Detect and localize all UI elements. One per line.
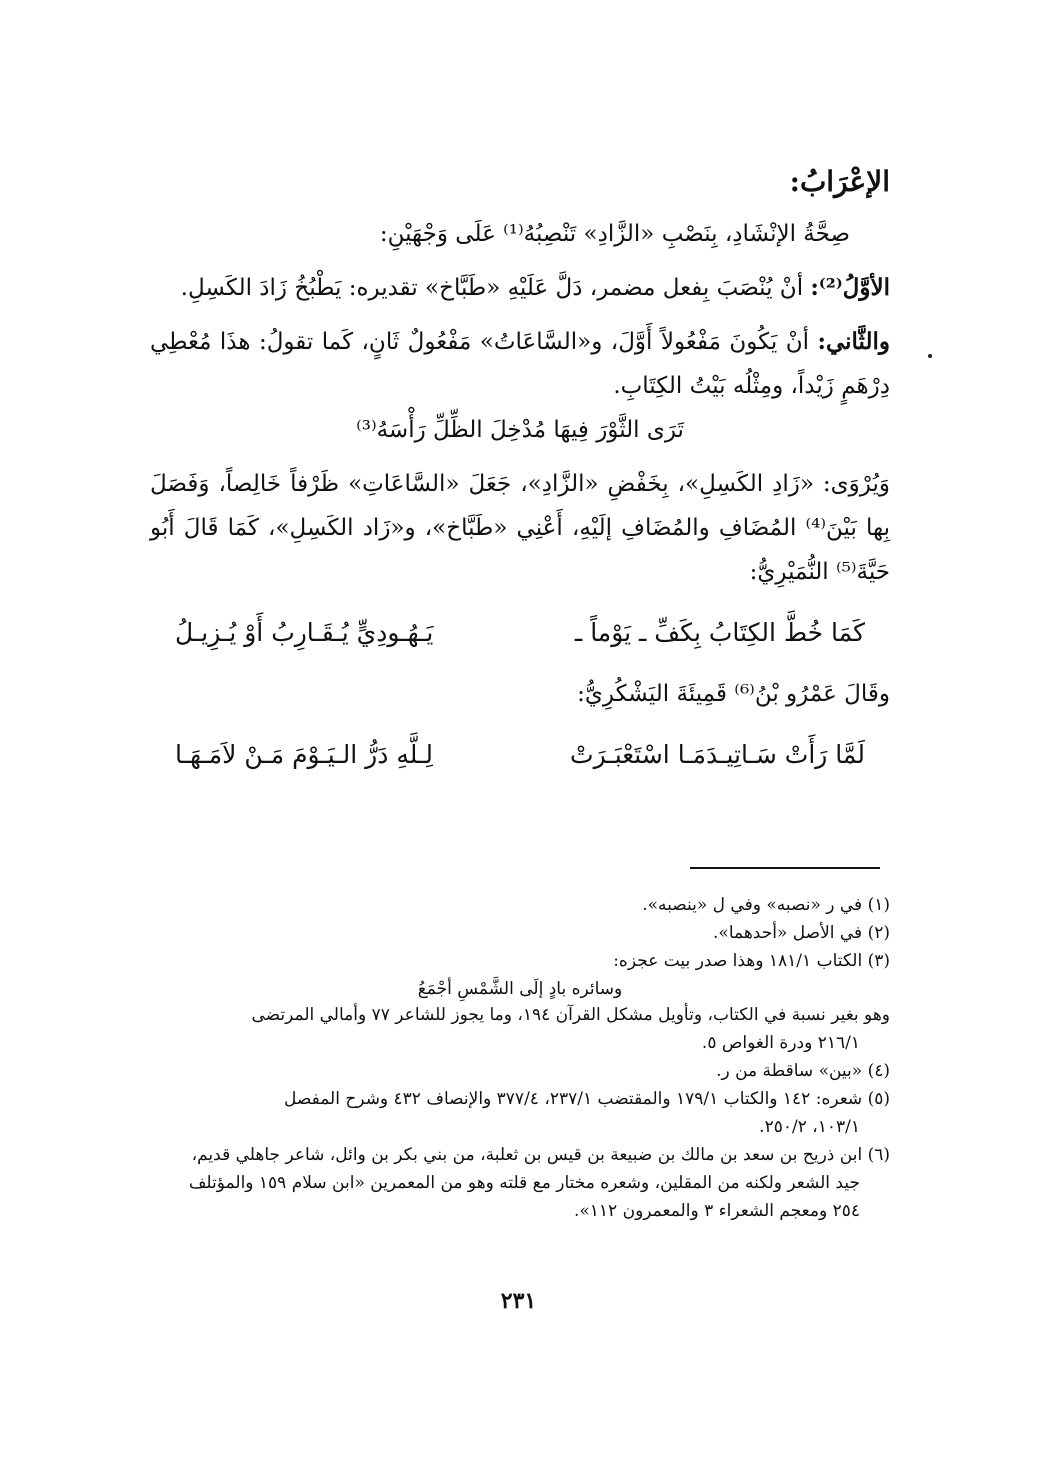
paragraph-1: صِحَّةُ الإنْشَادِ، بِنَصْبِ «الزَّادِ» تَنْصِبُهُ⁽¹⁾ عَلَى وَجْهَيْنِ: xyxy=(379,221,850,247)
paragraph-2-lead: الأوَّلُ⁽²⁾: xyxy=(810,274,890,301)
verse-2-second-hemistich: يَـهُـودِيٍّ يُـقَـارِبُ أَوْ يُـزِيـلُ xyxy=(175,618,434,647)
verse-3 xyxy=(150,730,890,780)
paragraph-2-text: أنْ يُنْصَبَ بِفعل مضمر، دَلَّ عَلَيْهِ «طَبَّاخ» تقديره: يَطْبُخُ زَادَ الكَسِلِ. xyxy=(180,275,811,301)
verse-3-first-hemistich: لَمَّا رَأَتْ سَـاتِيـدَمَـا اسْتَعْبَـرَتْ xyxy=(570,740,865,769)
verse-2-first-hemistich: كَمَا خُطَّ الكِتَابُ بِكَفِّ ـ يَوْماً ـ xyxy=(574,618,865,647)
paragraph-4: وَيُرْوَى: «زَادِ الكَسِلِ»، بِخَفْضِ «الزَّادِ»، جَعَلَ «السَّاعَاتِ» ظَرْفاً خَالِصاً، وَفَصَلَ بِها بَيْنَ⁽⁴⁾ المُضَافِ والمُضَافِ إلَيْهِ، أَعْنِي «طَبَّاخ»، و«زَاد الكَسِلِ»، كَمَا قَالَ أَبُو حَيَّةَ⁽⁵⁾ النُّمَيْرِيُّ: xyxy=(150,471,890,585)
verse-2 xyxy=(150,608,890,658)
footnote-2: (٢) في الأصل «أحدهما». xyxy=(713,923,890,943)
verse-1: تَرَى الثَّوْرَ فِيهَا مُدْخِلَ الظِّلِّ رَأْسَهُ⁽³⁾ xyxy=(356,417,684,443)
paragraph-3-lead: والثَّاني: xyxy=(817,328,890,355)
footnote-3-verse: وسائره بادٍ إلَى الشَّمْسِ أجْمَعُ xyxy=(417,979,623,999)
footnote-6: (٦) ابن ذريح بن سعد بن مالك بن ضبيعة بن قيس بن ثعلبة، من بني بكر بن وائل، شاعر جاهلي قديم، xyxy=(191,1145,890,1165)
stray-mark xyxy=(928,354,932,358)
footnote-6-end: ٢٥٤ ومعجم الشعراء ٣ والمعمرون ١١٢». xyxy=(573,1201,860,1221)
paragraph-2 xyxy=(150,266,890,310)
footnote-5: (٥) شعره: ١٤٢ والكتاب ١٧٩/١ والمقتضب ٢٣٧/١، ٣٧٧/٤ والإنصاف ٤٣٢ وشرح المفصل xyxy=(283,1089,890,1109)
page-number: ٢٣١ xyxy=(500,1288,537,1314)
section-heading: الإعْرَابُ: xyxy=(789,165,890,198)
footnotes xyxy=(150,892,890,1226)
paragraph-5: وقَالَ عَمْرُو بْنُ⁽⁶⁾ قَمِيئَةَ اليَشْكُرِيُّ: xyxy=(577,681,890,707)
footnote-4: (٤) «بين» ساقطة من ر. xyxy=(716,1061,890,1081)
footnote-1: (١) في ر «نصبه» وفي ل «ينصبه». xyxy=(642,895,890,915)
paragraph-3 xyxy=(150,320,890,408)
footnote-3: (٣) الكتاب ١٨١/١ وهذا صدر بيت عجزه: xyxy=(613,951,890,971)
footnote-separator xyxy=(690,867,880,869)
footnote-3-continued: وهو بغير نسبة في الكتاب، وتأويل مشكل القرآن ١٩٤، وما يجوز للشاعر ٧٧ وأمالي المرتضى xyxy=(251,1005,890,1025)
paragraph-3-text: أنْ يَكُونَ مَفْعُولاً أَوَّلَ، و«السَّاعَاتُ» مَفْعُولٌ ثَانٍ، كَما تقولُ: هذَا مُعْطِي دِرْهَمٍ زَيْداً، ومِثْلُه بَيْتُ الكِتَابِ. xyxy=(150,329,890,399)
verse-3-second-hemistich: لِـلَّهِ دَرُّ الـيَـوْمَ مَـنْ لاَمَـهَـا xyxy=(175,740,433,769)
footnote-6-continued: جيد الشعر ولكنه من المقلين، وشعره مختار مع قلته وهو من المعمرين «ابن سلام ١٥٩ والمؤتلف xyxy=(188,1173,860,1193)
footnote-5-end: ١٠٣/١، ٢٥٠/٢. xyxy=(759,1117,860,1137)
main-text xyxy=(150,160,890,794)
footnote-3-end: ٢١٦/١ ودرة الغواص ٥. xyxy=(701,1033,860,1053)
